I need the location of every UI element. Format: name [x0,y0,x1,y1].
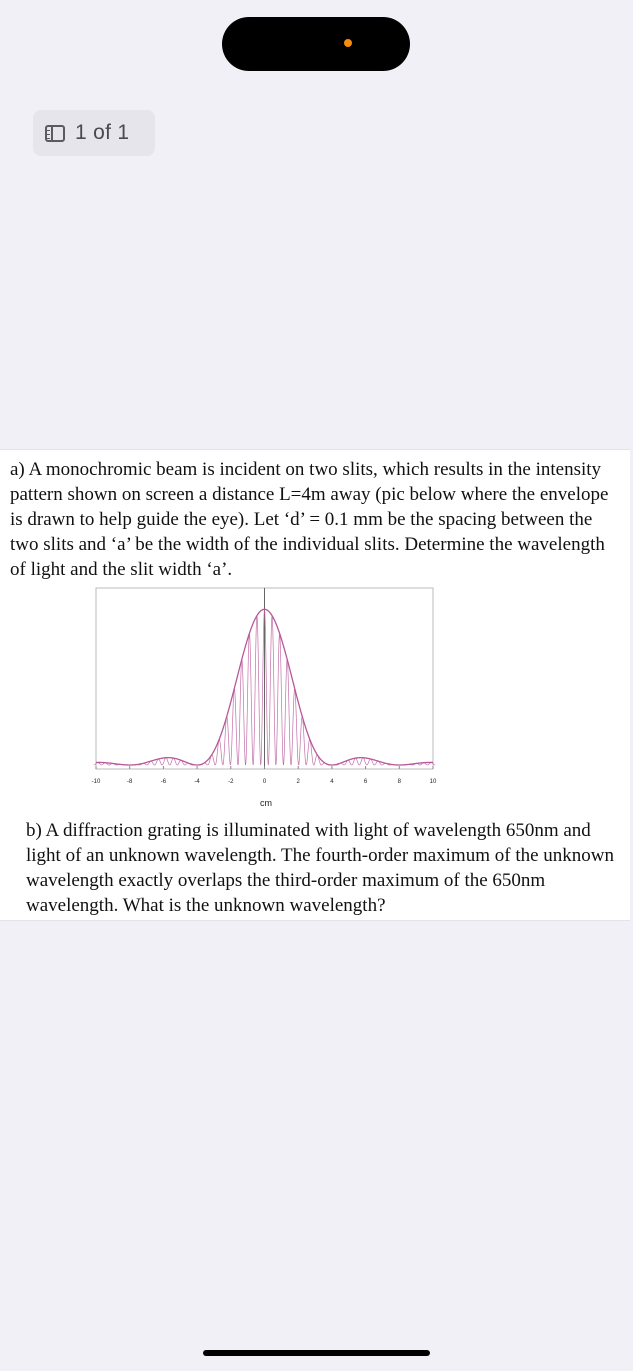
fringe-peak [238,660,246,765]
x-tick-label: 6 [363,779,368,785]
x-tick-label: -10 [91,779,101,785]
x-tick-label: -6 [160,779,167,785]
fringe-peak [276,634,284,765]
x-tick-label: -8 [127,779,133,785]
fringe-peak [268,616,276,765]
x-tick-label: -2 [228,779,234,785]
fringe-peak [246,634,254,765]
fringe-peak [306,739,314,765]
problem-part-a: a) A monochromic beam is incident on two slits, which results in the intensity pattern shown on screen a distance L=4m away (pic below where the envelope is drawn to help guide the eye). Let ‘d’ = 0.1 mm be the spacing between the two slits and ‘a’ be the width of the individual slits. Determine the wavelength of light and the slit width ‘a’. [10,459,609,580]
x-tick-label: 0 [262,779,267,785]
page-count-label: 1 of 1 [75,121,130,144]
camera-indicator-dot [344,39,352,47]
x-axis-label: cm [260,798,272,808]
page-indicator[interactable] [33,110,155,156]
x-tick-label: 10 [429,779,437,785]
fringe-peak [215,739,223,765]
fringe-peak [314,755,322,765]
fringe-peak [253,616,261,765]
document-page [0,449,630,921]
dynamic-island [222,17,410,71]
fringe-peak [162,758,170,765]
fringe-peak [283,660,291,765]
fringe-peak [208,755,216,765]
fringe-peak [359,758,367,765]
problem-part-b: b) A diffraction grating is illuminated with light of wavelength 650nm and light of an unknown wavelength. The fourth-order maximum of the unknown wavelength exactly overlaps the third-order maximum of the 650nm wavelength. What is the unknown wavelength? [26,820,614,916]
intensity-chart [80,584,450,819]
x-tick-label: 4 [330,779,334,785]
x-tick-label: 8 [397,779,401,785]
x-tick-label: 2 [296,779,300,785]
document-icon [45,125,65,142]
x-tick-label: -4 [194,779,200,785]
home-indicator[interactable] [203,1350,430,1356]
